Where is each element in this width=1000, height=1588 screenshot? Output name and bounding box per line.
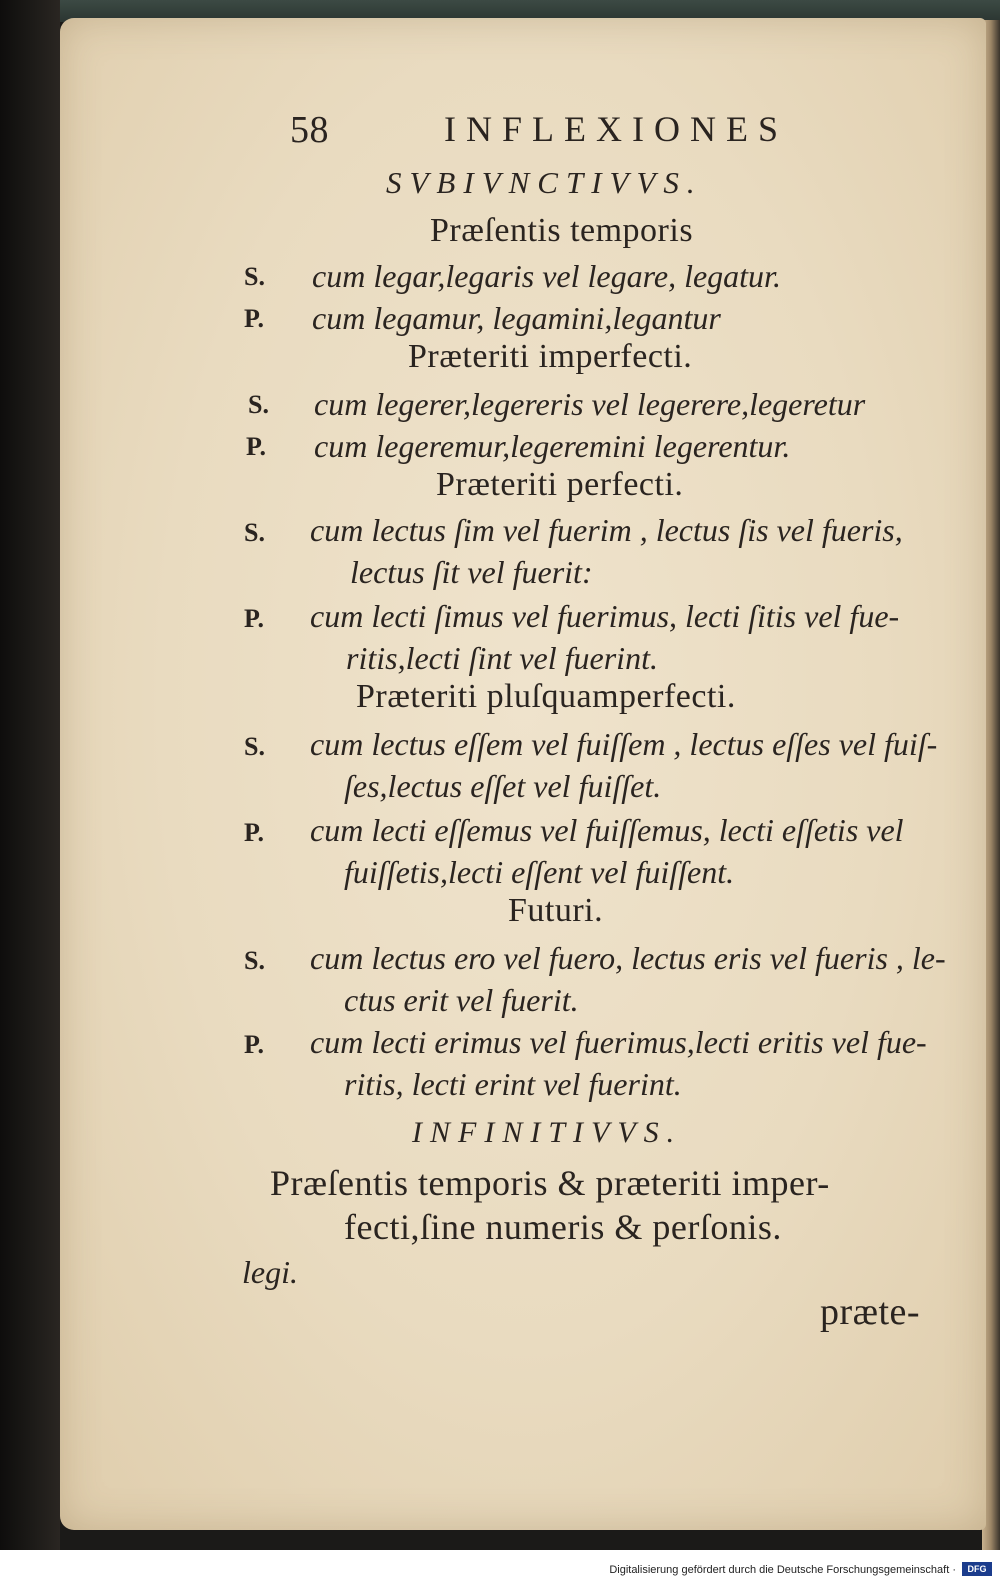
infinitive-heading-1: Præſentis temporis & præteriti imper-	[270, 1163, 830, 1203]
imperfect-singular: cum legerer,legereris vel legerere,legeretur	[314, 386, 866, 422]
plural-label: P.	[244, 604, 264, 633]
singular-label: S.	[248, 390, 269, 419]
future-plural-2: ritis, lecti erint vel fuerint.	[344, 1066, 682, 1102]
plural-label: P.	[244, 304, 264, 333]
running-head: INFLEXIONES	[444, 109, 788, 149]
dfg-logo: DFG	[962, 1562, 992, 1576]
digitization-footer	[0, 1550, 1000, 1588]
singular-label: S.	[244, 518, 265, 547]
infinitive-title: INFINITIVVS.	[412, 1116, 683, 1149]
perfect-singular-2: lectus ſit vel fuerit:	[350, 554, 593, 590]
page-number: 58	[290, 109, 329, 151]
singular-label: S.	[244, 262, 265, 291]
plural-label: P.	[244, 1030, 264, 1059]
singular-label: S.	[244, 732, 265, 761]
singular-label: S.	[244, 946, 265, 975]
infinitive-form: legi.	[242, 1254, 298, 1290]
plural-label: P.	[246, 432, 266, 461]
present-heading: Præſentis temporis	[430, 212, 694, 249]
imperfect-plural: cum legeremur,legeremini legerentur.	[314, 428, 791, 464]
present-singular: cum legar,legaris vel legare, legatur.	[312, 258, 781, 294]
future-singular-1: cum lectus ero vel fuero, lectus eris vel fueris , le-	[310, 940, 946, 976]
pluperfect-plural-2: fuiſſetis,lecti eſſent vel fuiſſent.	[344, 854, 735, 890]
future-heading: Futuri.	[508, 892, 604, 929]
plural-label: P.	[244, 818, 264, 847]
imperfect-heading: Præteriti imperfecti.	[408, 338, 693, 375]
pluperfect-heading: Præteriti pluſquamperfecti.	[356, 678, 736, 715]
footer-credit: Digitalisierung gefördert durch die Deutsche Forschungsgemeinschaft ·	[609, 1564, 956, 1576]
pluperfect-singular-1: cum lectus eſſem vel fuiſſem , lectus eſſes vel fuiſ-	[310, 726, 938, 762]
perfect-singular-1: cum lectus ſim vel fuerim , lectus ſis vel fueris,	[310, 512, 903, 548]
future-plural-1: cum lecti erimus vel fuerimus,lecti eritis vel fue-	[310, 1024, 927, 1060]
catchword: præte-	[820, 1291, 921, 1333]
perfect-plural-2: ritis,lecti ſint vel fuerint.	[346, 640, 658, 676]
pluperfect-singular-2: ſes,lectus eſſet vel fuiſſet.	[344, 768, 662, 804]
pluperfect-plural-1: cum lecti eſſemus vel fuiſſemus, lecti eſſetis vel	[310, 812, 904, 848]
section-title: SVBIVNCTIVVS.	[386, 165, 703, 200]
perfect-heading: Præteriti perfecti.	[436, 466, 684, 503]
future-singular-2: ctus erit vel fuerit.	[344, 982, 579, 1018]
book-spine	[0, 0, 60, 1550]
present-plural: cum legamur, legamini,legantur	[312, 300, 721, 336]
perfect-plural-1: cum lecti ſimus vel fuerimus, lecti ſitis vel fue-	[310, 598, 900, 634]
infinitive-heading-2: fecti,ſine numeris & perſonis.	[344, 1207, 782, 1247]
